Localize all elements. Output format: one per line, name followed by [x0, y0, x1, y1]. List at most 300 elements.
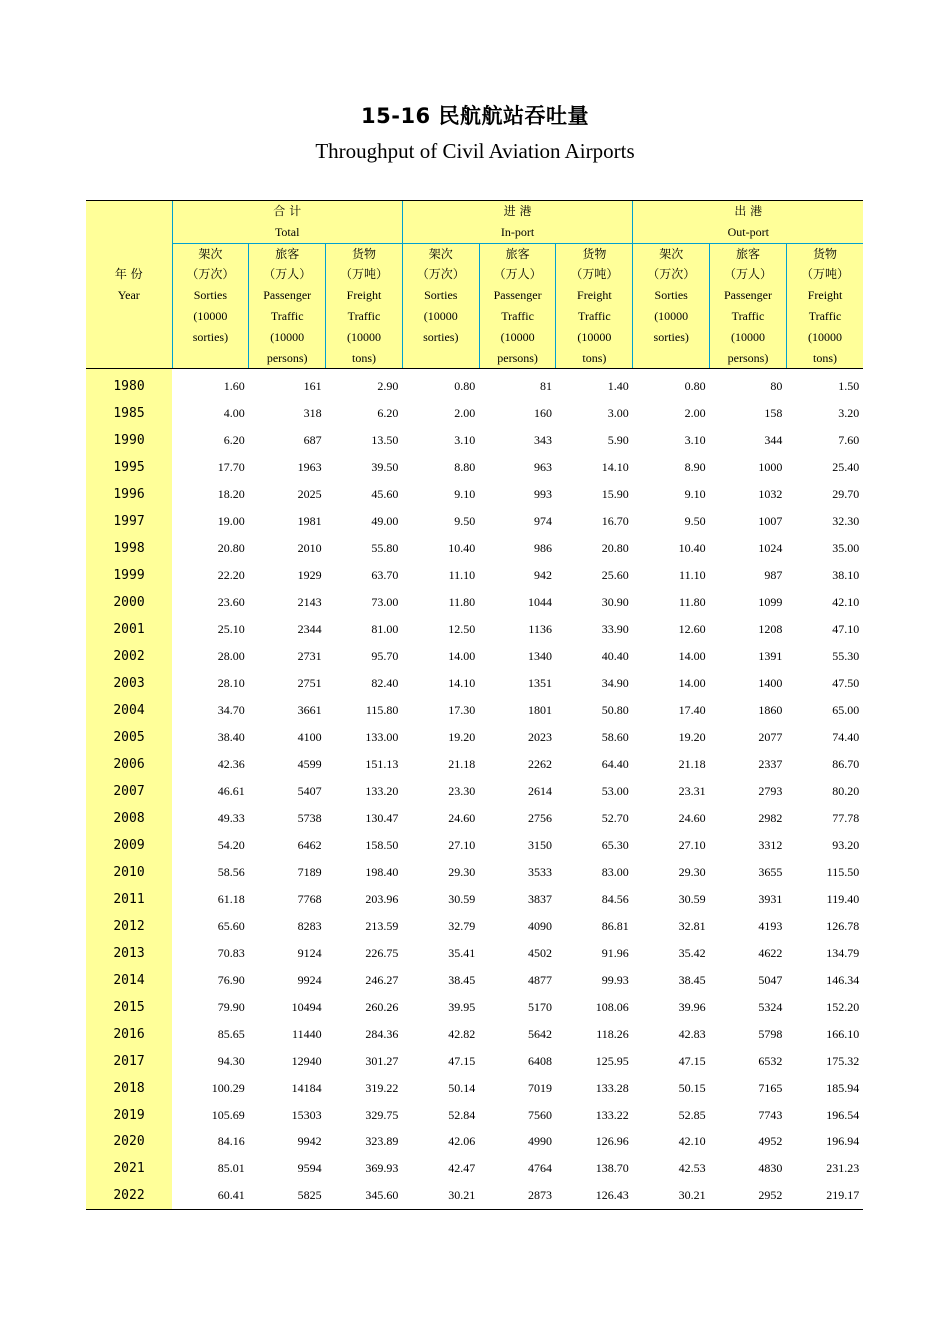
value-cell: 21.18 [678, 756, 706, 771]
value-cell: 226.75 [365, 945, 399, 960]
sub-header-line: （万吨） [570, 267, 619, 282]
value-cell: 158 [764, 406, 783, 421]
value-cell: 91.96 [601, 945, 629, 960]
sub-header-line: Sorties [193, 288, 228, 303]
value-cell: 34.70 [217, 702, 245, 717]
year-cell: 1990 [86, 427, 172, 454]
value-cell: 45.60 [371, 487, 399, 502]
value-cell: 12.60 [678, 622, 706, 637]
sub-header-line: (10000 [730, 329, 765, 344]
value-cell: 284.36 [365, 1026, 399, 1041]
value-cell: 86.81 [601, 918, 629, 933]
table-row [86, 616, 863, 643]
sub-header-line: 架次 [659, 246, 684, 261]
sub-header-line: 货物 [582, 246, 607, 261]
year-header-en: Year [117, 287, 140, 302]
value-cell: 29.30 [448, 864, 476, 879]
value-cell: 1.60 [223, 379, 245, 394]
value-cell: 986 [533, 541, 552, 556]
value-cell: 63.70 [371, 568, 399, 583]
value-cell: 4764 [527, 1161, 552, 1176]
value-cell: 61.18 [217, 891, 245, 906]
value-cell: 3533 [527, 864, 552, 879]
value-cell: 2873 [479, 1182, 556, 1209]
value-cell: 203.96 [365, 891, 399, 906]
value-cell: 133.00 [365, 729, 399, 744]
value-cell: 2.00 [684, 406, 706, 421]
value-cell: 19.00 [217, 514, 245, 529]
value-cell: 2344 [297, 622, 322, 637]
table-row [86, 1182, 863, 1209]
value-cell: 50.14 [448, 1080, 476, 1095]
value-cell: 175.32 [826, 1053, 860, 1068]
value-cell: 1024 [758, 541, 783, 556]
value-cell: 4599 [297, 756, 322, 771]
sub-header-line: Sorties [424, 288, 458, 303]
value-cell: 29.30 [678, 864, 706, 879]
group-header-total [172, 201, 402, 244]
value-cell: 16.70 [601, 514, 629, 529]
value-cell: 974 [533, 514, 552, 529]
sub-header-line: persons) [497, 350, 538, 365]
value-cell: 7019 [527, 1080, 552, 1095]
value-cell: 5324 [758, 999, 783, 1014]
year-cell: 2004 [86, 697, 172, 724]
value-cell: 161 [303, 379, 322, 394]
value-cell: 14.10 [601, 460, 629, 475]
sub-header-line: persons) [727, 350, 769, 365]
throughput-table [86, 200, 863, 1210]
value-cell: 9594 [297, 1161, 322, 1176]
table-row [86, 589, 863, 616]
year-cell: 1996 [86, 481, 172, 508]
year-cell: 2002 [86, 643, 172, 670]
value-cell: 11.80 [679, 595, 706, 610]
group-header-cn: 出 港 [734, 204, 763, 218]
value-cell: 2.00 [454, 406, 476, 421]
value-cell: 7189 [297, 864, 322, 879]
sub-header-line: (10000 [270, 329, 305, 344]
value-cell: 3661 [297, 702, 322, 717]
value-cell: 2756 [527, 810, 552, 825]
sub-header-passenger [710, 243, 787, 369]
value-cell: 5170 [527, 999, 552, 1014]
value-cell: 126.96 [595, 1134, 629, 1149]
value-cell: 1000 [758, 460, 783, 475]
value-cell: 47.10 [832, 622, 860, 637]
group-header-en: Total [274, 224, 300, 239]
value-cell: 82.40 [371, 676, 399, 691]
value-cell: 6408 [527, 1053, 552, 1068]
value-cell: 4830 [758, 1161, 783, 1176]
value-cell: 17.70 [217, 460, 245, 475]
table-row [86, 670, 863, 697]
table-row [86, 508, 863, 535]
sub-header-line: （万人） [263, 267, 312, 282]
value-cell: 7.60 [838, 433, 860, 448]
sub-header-line: (10000 [577, 329, 612, 344]
value-cell: 52.84 [448, 1107, 476, 1122]
sub-header-line: （万吨） [801, 267, 850, 282]
value-cell: 30.59 [448, 891, 476, 906]
value-cell: 2952 [710, 1182, 787, 1209]
sub-header-line: （万次） [186, 267, 235, 282]
value-cell: 1340 [527, 649, 552, 664]
value-cell: 85.01 [217, 1161, 245, 1176]
value-cell: 198.40 [365, 864, 399, 879]
table-body [86, 373, 863, 1210]
value-cell: 38.45 [678, 972, 706, 987]
value-cell: 246.27 [365, 972, 399, 987]
sub-header-line: tons) [582, 350, 607, 365]
year-cell: 2016 [86, 1021, 172, 1048]
value-cell: 1007 [758, 514, 783, 529]
value-cell: 24.60 [678, 810, 706, 825]
value-cell: 115.50 [826, 864, 860, 879]
table-row [86, 832, 863, 859]
sub-header-line: Passenger [493, 288, 542, 303]
value-cell: 25.60 [601, 568, 629, 583]
value-cell: 15303 [291, 1107, 322, 1122]
sub-header-line: （万人） [723, 267, 772, 282]
year-cell: 2012 [86, 913, 172, 940]
year-cell: 2019 [86, 1102, 172, 1129]
value-cell: 2143 [297, 595, 322, 610]
value-cell: 166.10 [826, 1026, 860, 1041]
sub-header-line: 旅客 [505, 246, 530, 261]
table-row [86, 562, 863, 589]
group-header-en: Out-port [727, 224, 769, 239]
sub-header-sorties [633, 243, 710, 369]
value-cell: 34.90 [601, 676, 629, 691]
sub-header-line: (10000 [346, 329, 381, 344]
value-cell: 49.33 [217, 810, 245, 825]
value-cell: 35.41 [448, 945, 476, 960]
year-cell: 2005 [86, 724, 172, 751]
year-cell: 2009 [86, 832, 172, 859]
value-cell: 7165 [758, 1080, 783, 1095]
value-cell: 80.20 [832, 783, 860, 798]
value-cell: 46.61 [217, 783, 245, 798]
sub-header-line: Freight [346, 288, 382, 303]
value-cell: 14.00 [678, 676, 706, 691]
value-cell: 133.20 [365, 783, 399, 798]
value-cell: 987 [764, 568, 783, 583]
sub-header-line [173, 348, 249, 369]
value-cell: 20.80 [601, 541, 629, 556]
value-cell: 17.40 [678, 702, 706, 717]
value-cell: 3.20 [838, 406, 860, 421]
sub-header-line: Passenger [263, 288, 312, 303]
table-row [86, 481, 863, 508]
sub-header-line: 架次 [198, 246, 223, 261]
value-cell: 4090 [527, 918, 552, 933]
value-cell: 9.10 [454, 487, 476, 502]
sub-header-line: 旅客 [275, 246, 300, 261]
table-row [86, 427, 863, 454]
value-cell: 42.83 [678, 1026, 706, 1041]
value-cell: 138.70 [595, 1161, 629, 1176]
value-cell: 108.06 [595, 999, 629, 1014]
value-cell: 8.80 [454, 460, 476, 475]
value-cell: 100.29 [211, 1080, 245, 1095]
year-cell: 1980 [86, 373, 172, 400]
value-cell: 1099 [758, 595, 783, 610]
table-row [86, 1102, 863, 1129]
group-header-cn: 进 港 [503, 204, 532, 218]
value-cell: 99.93 [601, 972, 629, 987]
value-cell: 42.10 [832, 595, 860, 610]
sub-header-line: Sorties [654, 288, 688, 303]
table-row [86, 1075, 863, 1102]
value-cell: 73.00 [371, 595, 399, 610]
value-cell: 11440 [292, 1026, 322, 1041]
value-cell: 3150 [527, 837, 552, 852]
value-cell: 23.60 [217, 595, 245, 610]
sub-header-passenger [249, 243, 326, 369]
value-cell: 22.20 [217, 568, 245, 583]
value-cell: 3931 [758, 891, 783, 906]
value-cell: 50.80 [601, 702, 629, 717]
value-cell: 3.10 [684, 433, 706, 448]
value-cell: 3.10 [454, 433, 476, 448]
value-cell: 9124 [297, 945, 322, 960]
year-cell: 2014 [86, 967, 172, 994]
value-cell: 4502 [527, 945, 552, 960]
year-cell: 2022 [86, 1182, 172, 1209]
value-cell: 8283 [297, 918, 322, 933]
value-cell: 1860 [758, 702, 783, 717]
year-cell: 2003 [86, 670, 172, 697]
value-cell: 133.28 [595, 1080, 629, 1095]
value-cell: 14184 [291, 1080, 322, 1095]
sub-header-line: sorties) [423, 329, 459, 344]
sub-header-line: （万次） [416, 267, 465, 282]
value-cell: 196.94 [826, 1134, 860, 1149]
value-cell: 32.81 [678, 918, 706, 933]
sub-header-line: 旅客 [735, 246, 760, 261]
value-cell: 6.20 [377, 406, 399, 421]
value-cell: 1981 [297, 514, 322, 529]
year-cell: 2021 [86, 1155, 172, 1182]
value-cell: 38.40 [217, 729, 245, 744]
page-title-chinese: 15-16 民航航站吞吐量 [361, 104, 589, 128]
year-header-cn: 年 份 [114, 266, 143, 281]
table-row [86, 859, 863, 886]
year-cell: 1997 [86, 508, 172, 535]
value-cell: 345.60 [326, 1182, 403, 1209]
value-cell: 54.20 [217, 837, 245, 852]
value-cell: 39.50 [371, 460, 399, 475]
group-header-cn: 合 计 [273, 204, 302, 218]
value-cell: 10.40 [448, 541, 476, 556]
value-cell: 11.10 [448, 568, 476, 583]
value-cell: 65.30 [601, 837, 629, 852]
value-cell: 2.90 [377, 379, 399, 394]
sub-header-freight [326, 243, 403, 369]
value-cell: 64.40 [601, 756, 629, 771]
value-cell: 14.00 [448, 649, 476, 664]
value-cell: 2023 [527, 729, 552, 744]
value-cell: 7768 [297, 891, 322, 906]
value-cell: 9.10 [684, 487, 706, 502]
sub-header-line: tons) [813, 350, 838, 365]
value-cell: 5047 [758, 972, 783, 987]
value-cell: 2793 [758, 783, 783, 798]
value-cell: 1400 [758, 676, 783, 691]
table-row [86, 697, 863, 724]
value-cell: 84.56 [601, 891, 629, 906]
group-header-inport [402, 201, 632, 244]
value-cell: 319.22 [365, 1080, 399, 1095]
value-cell: 2262 [527, 756, 552, 771]
value-cell: 47.15 [678, 1053, 706, 1068]
value-cell: 38.45 [448, 972, 476, 987]
sub-header-line: sorties) [653, 329, 689, 344]
value-cell: 4193 [758, 918, 783, 933]
value-cell: 329.75 [365, 1107, 399, 1122]
table-row [86, 778, 863, 805]
sub-header-line: tons) [351, 350, 376, 365]
value-cell: 126.43 [556, 1182, 633, 1209]
year-cell: 2008 [86, 805, 172, 832]
value-cell: 33.90 [601, 622, 629, 637]
value-cell: 134.79 [826, 945, 860, 960]
value-cell: 4952 [758, 1134, 783, 1149]
table-row [86, 1048, 863, 1075]
sub-header-line: Traffic [731, 308, 765, 323]
sub-header-freight [556, 243, 633, 369]
value-cell: 260.26 [365, 999, 399, 1014]
value-cell: 28.10 [217, 676, 245, 691]
value-cell: 7560 [527, 1107, 552, 1122]
value-cell: 2731 [297, 649, 322, 664]
value-cell: 119.40 [826, 891, 860, 906]
value-cell: 6.20 [223, 433, 245, 448]
value-cell: 42.10 [678, 1134, 706, 1149]
value-cell: 53.00 [601, 783, 629, 798]
value-cell: 4990 [527, 1134, 552, 1149]
value-cell: 13.50 [371, 433, 399, 448]
group-header-outport [633, 201, 863, 244]
value-cell: 3837 [527, 891, 552, 906]
value-cell: 27.10 [678, 837, 706, 852]
value-cell: 19.20 [448, 729, 476, 744]
value-cell: 1.50 [838, 379, 860, 394]
value-cell: 9924 [297, 972, 322, 987]
value-cell: 12940 [291, 1053, 322, 1068]
value-cell: 160 [533, 406, 552, 421]
sub-header-line: (10000 [193, 308, 228, 323]
year-cell: 2013 [86, 940, 172, 967]
value-cell: 3.00 [607, 406, 629, 421]
value-cell: 2025 [297, 487, 322, 502]
value-cell: 80 [770, 379, 783, 394]
value-cell: 42.36 [217, 756, 245, 771]
value-cell: 1391 [758, 649, 783, 664]
sub-header-freight [786, 243, 863, 369]
value-cell: 318 [303, 406, 322, 421]
value-cell: 2077 [758, 729, 783, 744]
value-cell: 30.21 [402, 1182, 479, 1209]
value-cell: 55.30 [832, 649, 860, 664]
sub-header-line: Traffic [808, 308, 842, 323]
value-cell: 17.30 [448, 702, 476, 717]
group-header-en: In-port [500, 224, 535, 239]
value-cell: 25.40 [832, 460, 860, 475]
value-cell: 8.90 [684, 460, 706, 475]
value-cell: 23.30 [448, 783, 476, 798]
value-cell: 81 [539, 379, 552, 394]
value-cell: 27.10 [448, 837, 476, 852]
value-cell: 28.00 [217, 649, 245, 664]
value-cell: 84.16 [217, 1134, 245, 1149]
value-cell: 14.10 [448, 676, 476, 691]
value-cell: 146.34 [826, 972, 860, 987]
value-cell: 4877 [527, 972, 552, 987]
value-cell: 19.20 [678, 729, 706, 744]
value-cell: 1801 [527, 702, 552, 717]
value-cell: 7743 [758, 1107, 783, 1122]
value-cell: 30.90 [601, 595, 629, 610]
value-cell: 70.83 [217, 945, 245, 960]
sub-header-line: Traffic [501, 308, 534, 323]
year-cell: 2000 [86, 589, 172, 616]
value-cell: 55.80 [371, 541, 399, 556]
sub-header-line: Traffic [270, 308, 304, 323]
value-cell: 25.10 [217, 622, 245, 637]
value-cell: 185.94 [826, 1080, 860, 1095]
value-cell: 86.70 [832, 756, 860, 771]
year-cell: 2017 [86, 1048, 172, 1075]
value-cell: 85.65 [217, 1026, 245, 1041]
value-cell: 942 [533, 568, 552, 583]
value-cell: 32.30 [832, 514, 860, 529]
value-cell: 11.80 [448, 595, 476, 610]
value-cell: 30.21 [633, 1182, 710, 1209]
value-cell: 4100 [297, 729, 322, 744]
value-cell: 130.47 [365, 810, 399, 825]
value-cell: 323.89 [365, 1134, 399, 1149]
sub-header-line: 货物 [351, 246, 376, 261]
value-cell: 0.80 [684, 379, 706, 394]
value-cell: 35.00 [832, 541, 860, 556]
value-cell: 1208 [758, 622, 783, 637]
value-cell: 74.40 [832, 729, 860, 744]
value-cell: 963 [533, 460, 552, 475]
year-cell: 2010 [86, 859, 172, 886]
table-row [86, 454, 863, 481]
value-cell: 5.90 [607, 433, 629, 448]
value-cell: 47.50 [832, 676, 860, 691]
value-cell: 3312 [758, 837, 783, 852]
table-row [86, 1129, 863, 1156]
value-cell: 5407 [297, 783, 322, 798]
table-row [86, 940, 863, 967]
value-cell: 1963 [297, 460, 322, 475]
value-cell: 42.53 [678, 1161, 706, 1176]
value-cell: 9942 [297, 1134, 322, 1149]
value-cell: 52.85 [678, 1107, 706, 1122]
value-cell: 343 [533, 433, 552, 448]
value-cell: 219.17 [786, 1182, 863, 1209]
sub-header-line: sorties) [192, 329, 229, 344]
value-cell: 6532 [758, 1053, 783, 1068]
sub-header-line [633, 348, 709, 369]
value-cell: 52.70 [601, 810, 629, 825]
table-row [86, 1021, 863, 1048]
value-cell: 2614 [527, 783, 552, 798]
